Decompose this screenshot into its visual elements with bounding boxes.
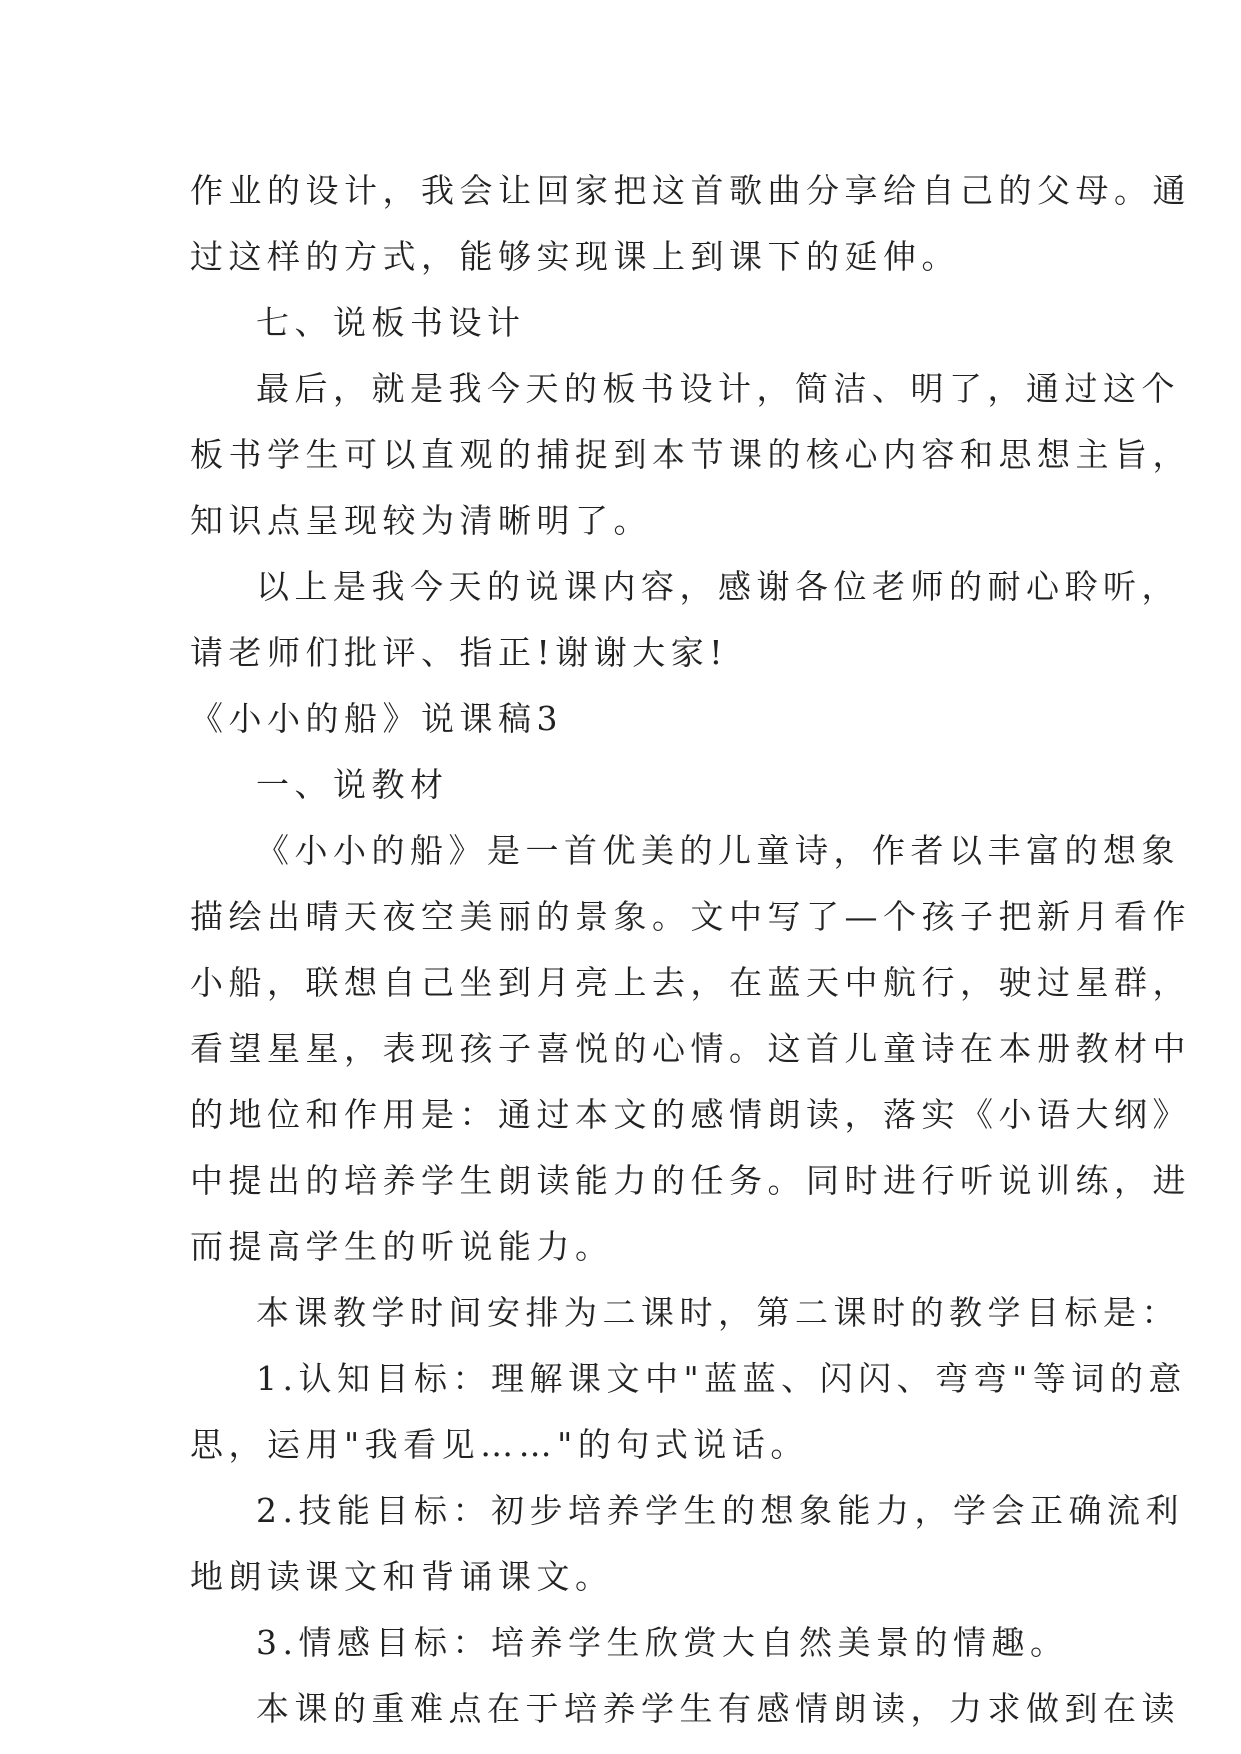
document-title: 《小小的船》说课稿3 (190, 699, 563, 738)
text-line: 以上是我今天的说课内容，感谢各位老师的耐心聆听， (256, 567, 1180, 606)
text-line: 本课教学时间安排为二课时，第二课时的教学目标是： (256, 1293, 1180, 1332)
text-line: 中提出的培养学生朗读能力的任务。同时进行听说训练，进 (190, 1161, 1191, 1200)
text-line: 板书学生可以直观的捕捉到本节课的核心内容和思想主旨， (190, 435, 1191, 474)
text-line: 小船，联想自己坐到月亮上去，在蓝天中航行，驶过星群， (190, 963, 1191, 1002)
text-line: 作业的设计，我会让回家把这首歌曲分享给自己的父母。通 (190, 171, 1191, 210)
text-line: 过这样的方式，能够实现课上到课下的延伸。 (190, 237, 960, 276)
section-heading: 七、说板书设计 (256, 303, 526, 342)
list-item: 3.情感目标：培养学生欣赏大自然美景的情趣。 (256, 1623, 1069, 1662)
text-line: 最后，就是我今天的板书设计，简洁、明了，通过这个 (256, 369, 1180, 408)
document-body (190, 158, 1191, 1742)
text-line: 的地位和作用是：通过本文的感情朗读，落实《小语大纲》 (190, 1095, 1191, 1134)
text-line: 思，运用"我看见……"的句式说话。 (190, 1425, 809, 1464)
section-heading: 一、说教材 (256, 765, 449, 804)
text-line: 描绘出晴天夜空美丽的景象。文中写了—个孩子把新月看作 (190, 897, 1191, 936)
text-line: 而提高学生的听说能力。 (190, 1227, 614, 1266)
list-item: 2.技能目标：初步培养学生的想象能力，学会正确流利 (256, 1491, 1184, 1530)
text-line: 《小小的船》是一首优美的儿童诗，作者以丰富的想象 (256, 831, 1180, 870)
text-line: 地朗读课文和背诵课文。 (190, 1557, 614, 1596)
list-item: 1.认知目标：理解课文中"蓝蓝、闪闪、弯弯"等词的意 (256, 1359, 1187, 1398)
text-line: 请老师们批评、指正!谢谢大家! (190, 633, 729, 672)
text-line: 本课的重难点在于培养学生有感情朗读，力求做到在读 (256, 1689, 1180, 1728)
text-line: 看望星星，表现孩子喜悦的心情。这首儿童诗在本册教材中 (190, 1029, 1191, 1068)
text-line: 知识点呈现较为清晰明了。 (190, 501, 652, 540)
